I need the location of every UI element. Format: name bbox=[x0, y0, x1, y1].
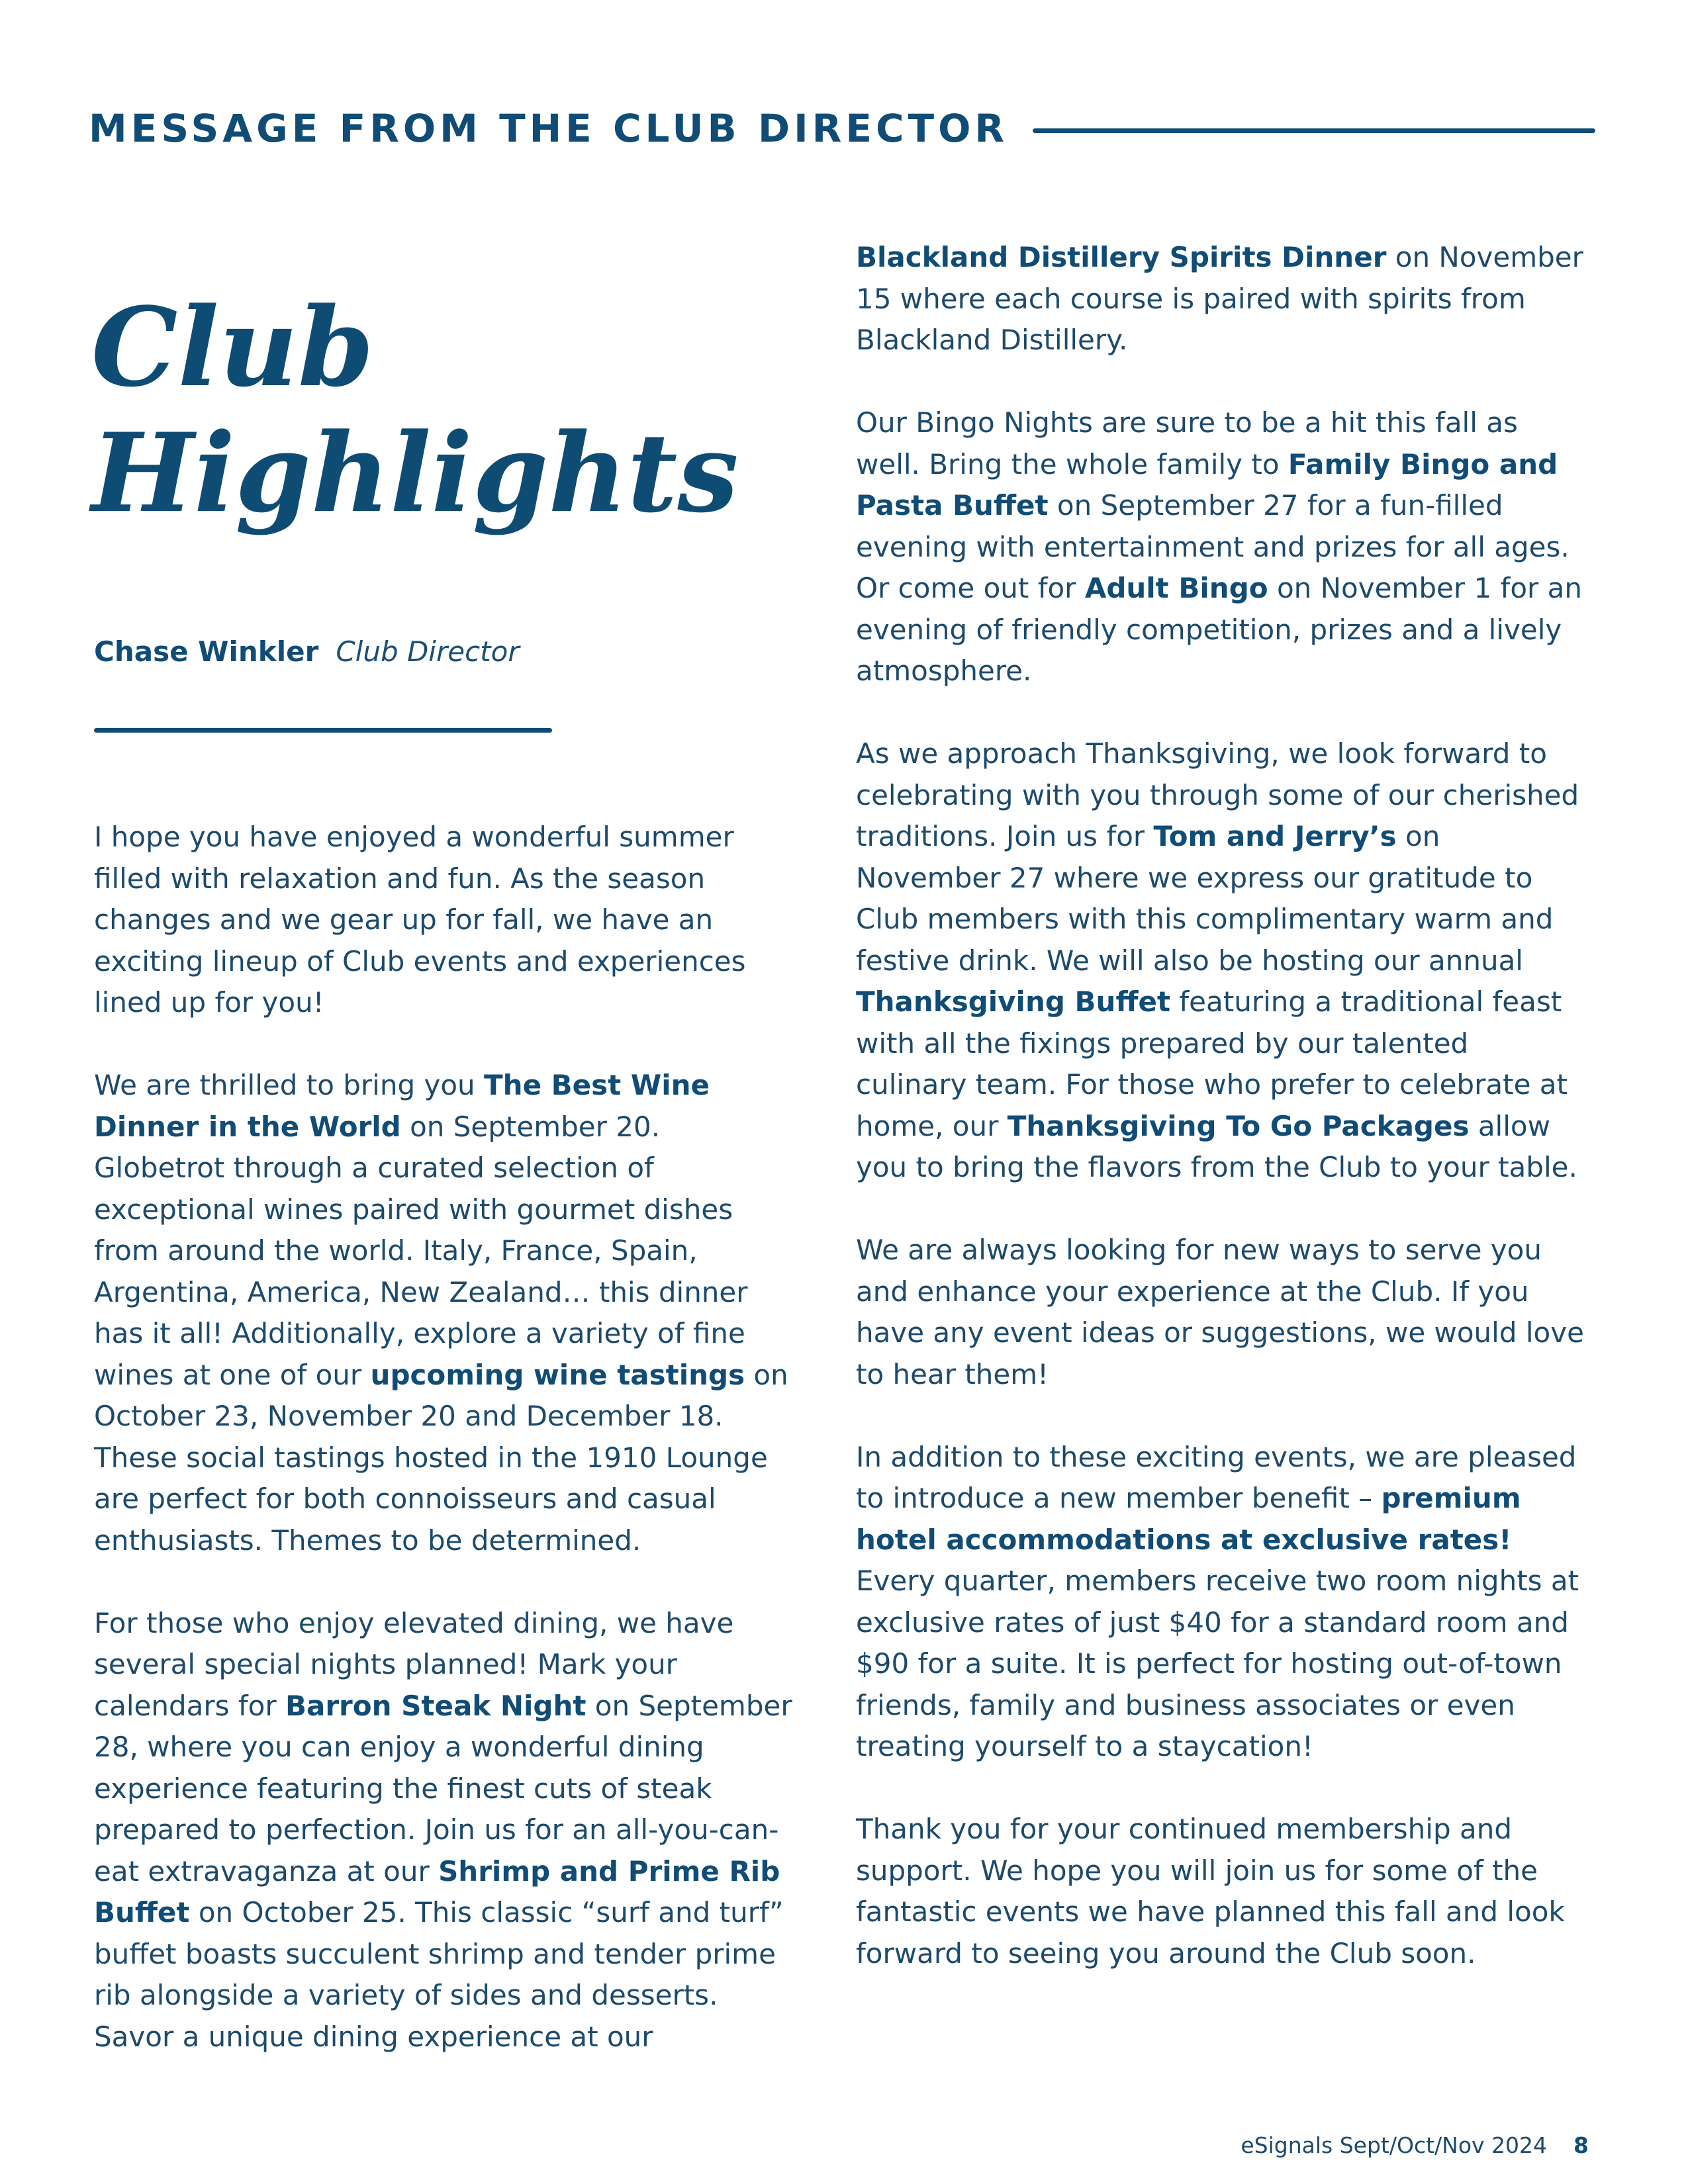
page-number: 8 bbox=[1573, 2132, 1589, 2158]
paragraph-feedback: We are always looking for new ways to serve you and enhance your experience at the Club. If you have any event ideas or suggestions, we would love to hear them! bbox=[856, 1234, 1584, 1390]
byline-divider bbox=[94, 728, 552, 733]
text: allow you to bring the flavors from the Club to your table. bbox=[856, 1109, 1577, 1183]
text: on September 20. Globetrot through a curated selection of exceptional wines paired with gourmet dishes from around the world. Italy, France, Spain, Argentina, America, New Zealand… this dinner has it all! Additionally, explore a variety of fine wines at one of our bbox=[94, 1110, 748, 1391]
paragraph-hotel bbox=[856, 1437, 1584, 1768]
text: For those who enjoy elevated dining, we have several special nights planned! Mark your calendars for bbox=[94, 1606, 734, 1722]
page-footer bbox=[1241, 2132, 1589, 2158]
text: We are thrilled to bring you bbox=[94, 1069, 485, 1101]
text: on November 1 for an evening of friendly competition, prizes and a lively atmosphere. bbox=[856, 572, 1582, 687]
right-column bbox=[856, 237, 1584, 2016]
left-column bbox=[94, 817, 796, 2099]
text: on October 23, November 20 and December 18. These social tastings hosted in the 1910 Lounge are perfect for both connoisseurs and casual enthusiasts. Themes to be determined. bbox=[94, 1358, 788, 1557]
text: on September 27 for a fun-filled evening with entertainment and prizes for all ages. Or come out for bbox=[856, 489, 1570, 604]
benefit-hotel-rates: premium hotel accommodations at exclusive rates! bbox=[856, 1482, 1521, 1556]
page-title bbox=[91, 285, 739, 536]
section-header: MESSAGE FROM THE CLUB DIRECTOR bbox=[89, 106, 1009, 151]
event-thanksgiving-buffet: Thanksgiving Buffet bbox=[856, 985, 1171, 1018]
text: In addition to these exciting events, we are pleased to introduce a new member benefit – bbox=[856, 1440, 1577, 1514]
event-spirits-dinner: Blackland Distillery Spirits Dinner bbox=[856, 241, 1387, 273]
text: on November 27 where we express our gratitude to Club members with this complimentary warm and festive drink. We will also be hosting our annual bbox=[856, 820, 1554, 977]
event-family-bingo: Family Bingo and Pasta Buffet bbox=[856, 447, 1558, 522]
author-byline bbox=[94, 635, 520, 668]
text: Our Bingo Nights are sure to be a hit this fall as well. Bring the whole family to bbox=[856, 406, 1518, 480]
text: featuring a traditional feast with all the fixings prepared by our talented culinary team. For those who prefer to celebrate at home, our bbox=[856, 985, 1568, 1142]
text: on September 28, where you can enjoy a wonderful dining experience featuring the finest cuts of steak prepared to perfection. Join us for an all-you-can-eat extravaganza at our bbox=[94, 1689, 792, 1888]
header-divider bbox=[1033, 128, 1595, 133]
paragraph-closing: Thank you for your continued membership and support. We hope you will join us for some of the fantastic events we have planned this fall and look forward to seeing you around the Club soon. bbox=[856, 1813, 1565, 1970]
paragraph-dining bbox=[94, 1603, 796, 2058]
paragraph-dining-cont bbox=[856, 237, 1584, 361]
paragraph-intro: I hope you have enjoyed a wonderful summer filled with relaxation and fun. As the season changes and we gear up for fall, we have an exciting lineup of Club events and experiences lined up for you! bbox=[94, 821, 746, 1019]
text: on October 25. This classic “surf and turf” buffet boasts succulent shrimp and tender prime rib alongside a variety of sides and desserts. Savor a unique dining experience at our bbox=[94, 1896, 784, 2053]
event-steak-night: Barron Steak Night bbox=[285, 1689, 586, 1722]
paragraph-thanksgiving bbox=[856, 733, 1584, 1189]
paragraph-wine bbox=[94, 1065, 796, 1561]
page-title-line1: Club bbox=[91, 283, 374, 411]
event-best-wine-dinner: The Best Wine Dinner in the World bbox=[94, 1069, 710, 1143]
author-role: Club Director bbox=[336, 635, 520, 668]
event-adult-bingo: Adult Bingo bbox=[1084, 572, 1268, 604]
text: As we approach Thanksgiving, we look forward to celebrating with you through some of our cherished traditions. Join us for bbox=[856, 737, 1579, 852]
event-tom-and-jerrys: Tom and Jerry’s bbox=[1153, 820, 1397, 852]
event-thanksgiving-to-go: Thanksgiving To Go Packages bbox=[1007, 1109, 1470, 1142]
page-title-line2: Highlights bbox=[91, 409, 739, 537]
text: Every quarter, members receive two room nights at exclusive rates of just $40 for a standard room and $90 for a suite. It is perfect for hosting out-of-town friends, family and business associates or even treating yourself to a staycation! bbox=[856, 1565, 1579, 1762]
publication-name: eSignals Sept/Oct/Nov 2024 bbox=[1241, 2132, 1548, 2158]
author-name: Chase Winkler bbox=[94, 635, 319, 668]
text: on November 15 where each course is paired with spirits from Blackland Distillery. bbox=[856, 241, 1583, 356]
event-wine-tastings: upcoming wine tastings bbox=[370, 1358, 745, 1391]
paragraph-bingo bbox=[856, 402, 1584, 692]
event-shrimp-prime-rib: Shrimp and Prime Rib Buffet bbox=[94, 1854, 780, 1929]
